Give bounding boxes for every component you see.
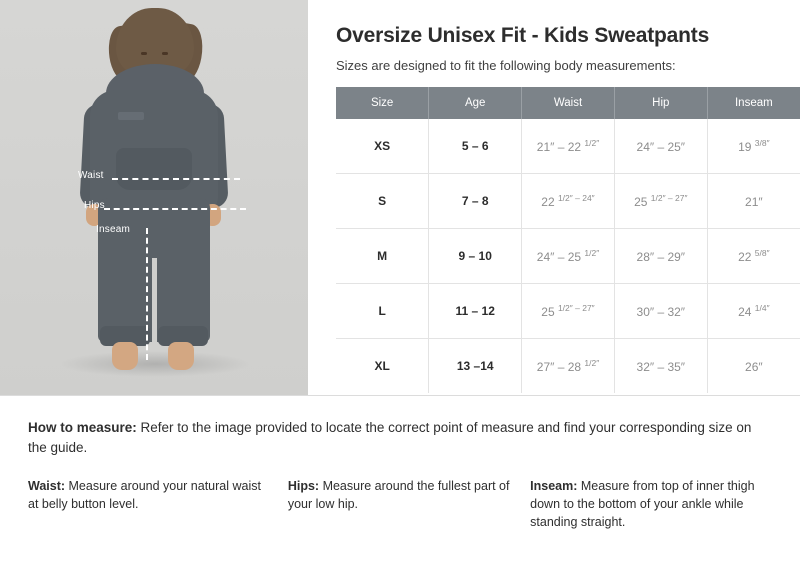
cell-waist-frac: 1/2″ – 24″ [557, 193, 595, 203]
waist-guide-label: Waist [78, 170, 104, 181]
measure-instructions [0, 396, 800, 565]
cell-inseam [707, 174, 800, 229]
table-row [336, 284, 800, 339]
instruction-inseam-label: Inseam: [530, 478, 578, 493]
cell-waist [522, 284, 615, 339]
table-row [336, 174, 800, 229]
leg-gap [152, 258, 157, 342]
cell-hip-main: 24″ – 25″ [636, 140, 686, 154]
cell-inseam-main: 24 [738, 305, 755, 319]
cell-hip [614, 339, 707, 394]
cell-waist [522, 229, 615, 284]
size-chart-table [336, 87, 800, 393]
cell-inseam-main: 26″ [745, 360, 763, 374]
cell-age: 7 – 8 [429, 174, 522, 229]
instruction-hips-text: Measure around the fullest part of your low hip. [287, 478, 510, 511]
instruction-inseam [530, 477, 772, 531]
instruction-inseam-text: Measure from top of inner thigh down to the bottom of your ankle while standing straight. [530, 478, 755, 529]
cell-age: 5 – 6 [429, 119, 522, 174]
column-header-hip: Hip [614, 87, 707, 119]
instruction-waist [28, 477, 270, 531]
cell-hip-frac: 1/2″ – 27″ [650, 193, 688, 203]
inseam-guide-line [146, 228, 148, 360]
cell-age: 9 – 10 [429, 229, 522, 284]
waist-guide-line [112, 178, 240, 180]
page-subtitle: Sizes are designed to fit the following body measurements: [336, 58, 676, 73]
product-photo [0, 0, 308, 395]
cell-inseam [707, 284, 800, 339]
cell-waist-frac: 1/2″ [584, 248, 600, 258]
howto-paragraph [28, 418, 768, 459]
column-header-waist: Waist [522, 87, 615, 119]
cell-age: 11 – 12 [429, 284, 522, 339]
cell-waist-main: 27″ – 28 [536, 360, 585, 374]
cell-inseam [707, 229, 800, 284]
cell-inseam-frac: 1/4″ [754, 303, 770, 313]
cell-inseam-main: 22 [738, 250, 755, 264]
cell-waist-frac: 1/2″ – 27″ [557, 303, 595, 313]
cell-waist-frac: 1/2″ [584, 138, 600, 148]
eye-left [141, 52, 147, 55]
instruction-hips-label: Hips: [287, 478, 320, 493]
cell-waist [522, 119, 615, 174]
eye-right [162, 52, 168, 55]
inseam-guide-label: Inseam [96, 224, 130, 235]
howto-text: Refer to the image provided to locate the correct point of measure and find your corresponding size on the guide. [28, 420, 752, 456]
cell-inseam [707, 339, 800, 394]
cell-waist-main: 21″ – 22 [536, 140, 585, 154]
chest-logo [118, 112, 144, 120]
cell-age: 13 –14 [429, 339, 522, 394]
cell-size: S [336, 174, 429, 229]
cell-hip [614, 174, 707, 229]
foot-right [168, 342, 194, 370]
foot-left [112, 342, 138, 370]
cell-waist [522, 174, 615, 229]
table-row [336, 229, 800, 284]
hips-guide-line [104, 208, 246, 210]
cell-hip [614, 284, 707, 339]
cell-size: XS [336, 119, 429, 174]
cell-hip-main: 28″ – 29″ [636, 250, 686, 264]
column-header-inseam: Inseam [707, 87, 800, 119]
page-title: Oversize Unisex Fit - Kids Sweatpants [336, 24, 710, 47]
cell-waist-main: 22 [541, 195, 558, 209]
table-row [336, 119, 800, 174]
table-header-row [336, 87, 800, 119]
cell-hip-main: 32″ – 35″ [636, 360, 686, 374]
cell-size: M [336, 229, 429, 284]
kangaroo-pocket [116, 148, 192, 190]
cell-hip-main: 25 [634, 195, 651, 209]
table-row [336, 339, 800, 394]
cell-waist-main: 25 [541, 305, 558, 319]
cell-hip-main: 30″ – 32″ [636, 305, 686, 319]
instruction-columns [28, 477, 772, 531]
hips-guide-label: Hips [84, 200, 105, 211]
instruction-waist-label: Waist: [28, 478, 66, 493]
instruction-hips [288, 477, 512, 531]
cell-inseam-main: 19 [738, 140, 755, 154]
cell-hip [614, 119, 707, 174]
column-header-age: Age [429, 87, 522, 119]
cell-inseam [707, 119, 800, 174]
cell-size: XL [336, 339, 429, 394]
column-header-size: Size [336, 87, 429, 119]
model-illustration [54, 8, 254, 384]
instruction-waist-text: Measure around your natural waist at belly button level. [28, 478, 261, 511]
cell-hip [614, 229, 707, 284]
cell-size: L [336, 284, 429, 339]
cell-inseam-frac: 3/8″ [754, 138, 770, 148]
cell-inseam-main: 21″ [745, 195, 763, 209]
cell-waist-frac: 1/2″ [584, 358, 600, 368]
cell-inseam-frac: 5/8″ [754, 248, 770, 258]
cell-waist-main: 24″ – 25 [536, 250, 585, 264]
howto-label: How to measure: [28, 420, 137, 435]
cell-waist [522, 339, 615, 394]
size-info-panel [308, 0, 800, 395]
